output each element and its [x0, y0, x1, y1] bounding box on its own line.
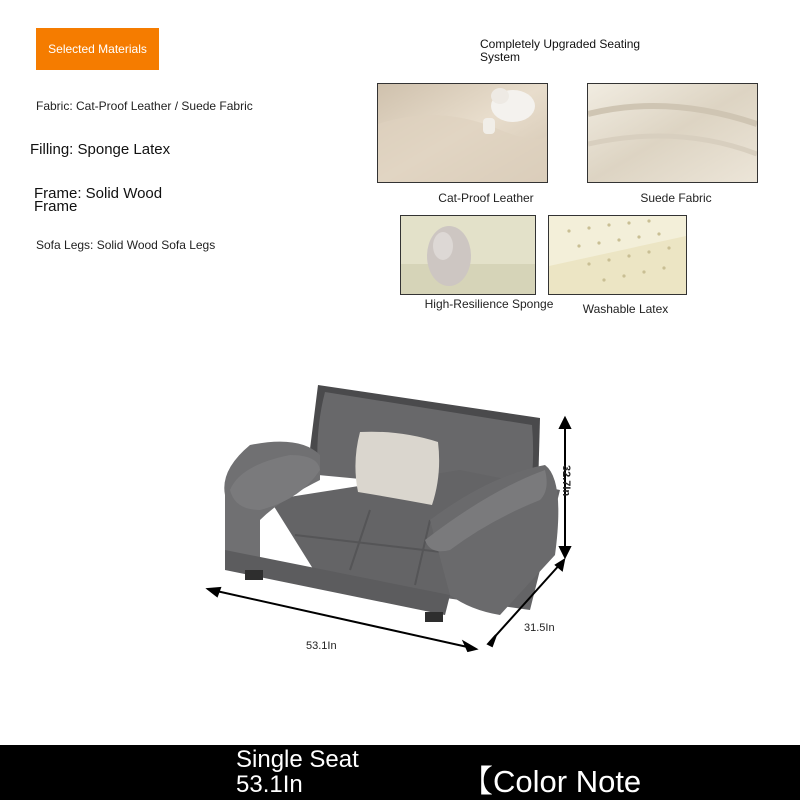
footer-seat-line2: 53.1In	[236, 771, 303, 798]
footer-seat-label	[236, 747, 359, 797]
cat-proof-leather-image	[377, 83, 548, 183]
width-dimension-label: 53.1In	[306, 640, 337, 652]
latex-image	[548, 215, 687, 295]
color-note-label: 【Color Note	[462, 764, 642, 799]
legs-spec: Sofa Legs: Solid Wood Sofa Legs	[36, 238, 216, 252]
latex-caption: Washable Latex	[582, 302, 669, 316]
fabric-spec: Fabric: Cat-Proof Leather / Suede Fabric	[36, 99, 253, 113]
suede-fabric-image	[587, 83, 758, 183]
height-dimension-label: 32.7In	[560, 465, 572, 497]
seating-header-line1: Completely Upgraded Seating	[480, 37, 641, 51]
selected-materials-badge: Selected Materials	[36, 28, 159, 70]
sofa-illustration	[200, 370, 620, 660]
cat-proof-leather-caption: Cat-Proof Leather	[438, 191, 534, 205]
suede-fabric-caption: Suede Fabric	[640, 191, 712, 205]
sponge-caption: High-Resilience Sponge	[424, 297, 554, 311]
frame-spec	[34, 187, 162, 213]
seating-system-header	[480, 38, 670, 64]
frame-spec-line1: Frame: Solid Wood	[34, 185, 163, 202]
depth-dimension-label: 31.5In	[524, 622, 555, 634]
footer-seat-line1: Single Seat	[236, 746, 359, 773]
frame-spec-line2: Frame	[34, 198, 78, 215]
footer-bar	[0, 745, 800, 800]
sponge-image	[400, 215, 536, 295]
seating-header-line2: System	[480, 50, 521, 64]
filling-spec: Filling: Sponge Latex	[30, 141, 171, 158]
